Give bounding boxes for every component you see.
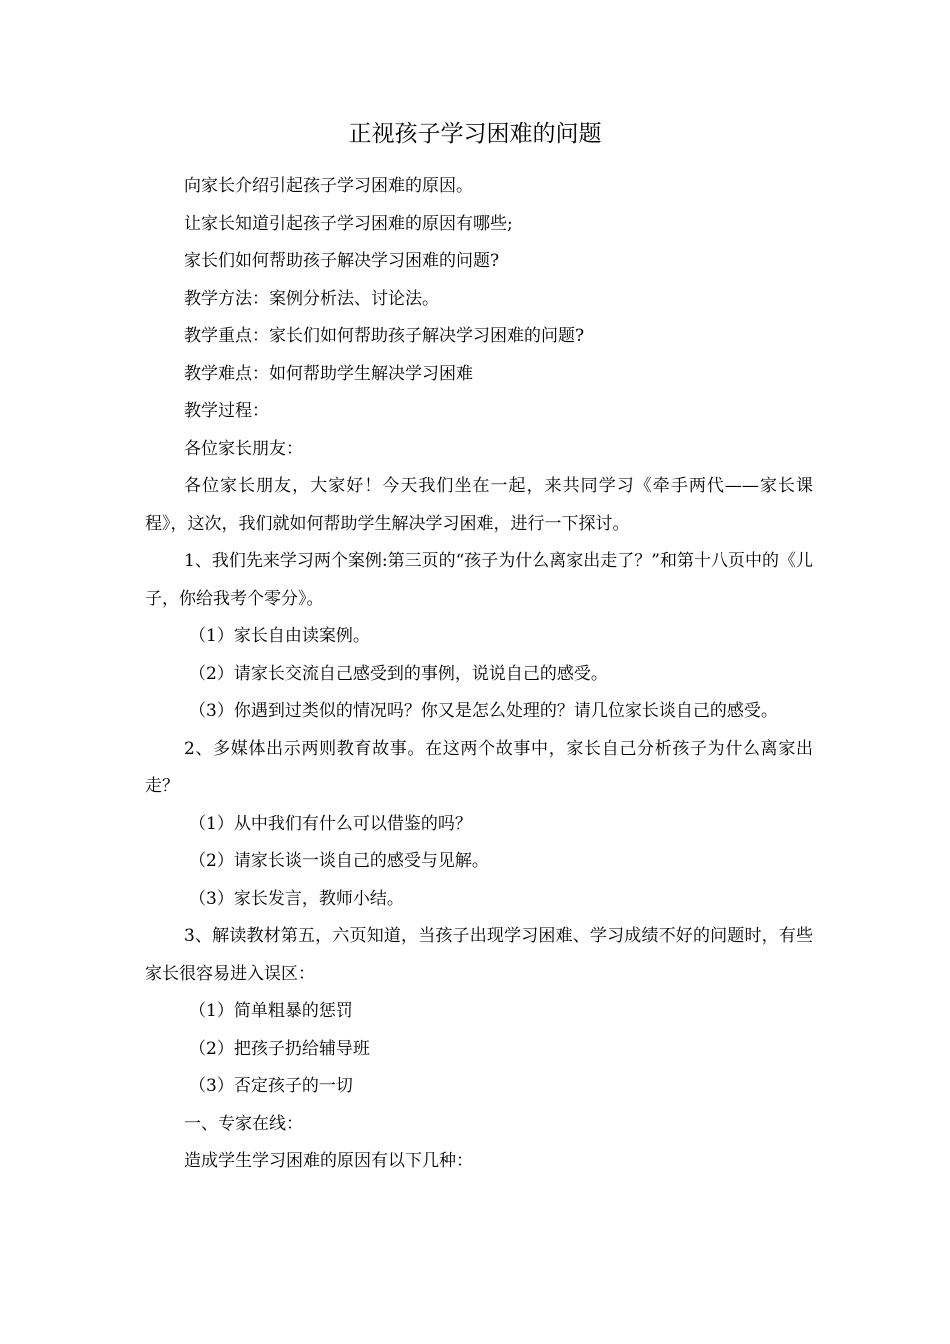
document-title: 正视孩子学习困难的问题 bbox=[348, 121, 602, 147]
paragraph-teaching-process: 教学过程： bbox=[184, 401, 269, 421]
paragraph-teaching-focus: 教学重点：家长们如何帮助孩子解决学习困难的问题? bbox=[184, 326, 585, 346]
paragraph-teaching-method: 教学方法：案例分析法、讨论法。 bbox=[184, 288, 439, 309]
paragraph-step-1-item-2: （2）请家长交流自己感受到的事例，说说自己的感受。 bbox=[189, 663, 608, 684]
paragraph-goal-causes: 让家长知道引起孩子学习困难的原因有哪些; bbox=[184, 213, 513, 234]
paragraph-intro-causes: 向家长介绍引起孩子学习困难的原因。 bbox=[184, 176, 473, 196]
paragraph-section-expert-online: 一、专家在线： bbox=[184, 1113, 303, 1134]
paragraph-causes-intro: 造成学生学习困难的原因有以下几种： bbox=[184, 1151, 473, 1171]
paragraph-step-3-item-3: （3）否定孩子的一切 bbox=[189, 1076, 353, 1096]
paragraph-step-1-item-3: （3）你遇到过类似的情况吗？你又是怎么处理的？请几位家长谈自己的感受。 bbox=[189, 701, 778, 721]
paragraph-step-2-item-2: （2）请家长谈一谈自己的感受与见解。 bbox=[189, 851, 489, 871]
paragraph-step-3: 3、解读教材第五，六页知道，当孩子出现学习困难、学习成绩不好的问题时，有些家长很容易进入误区： bbox=[145, 926, 813, 984]
paragraph-step-3-item-1: （1）简单粗暴的惩罚 bbox=[189, 1001, 353, 1021]
paragraph-greeting: 各位家长朋友： bbox=[184, 438, 303, 459]
paragraph-step-1: 1、我们先来学习两个案例:第三页的“孩子为什么离家出走了？”和第十八页中的《儿子，你给我考个零分》。 bbox=[145, 551, 813, 609]
paragraph-opening: 各位家长朋友，大家好！今天我们坐在一起，来共同学习《牵手两代——家长课程》，这次，我们就如何帮助学生解决学习困难，进行一下探讨。 bbox=[145, 476, 813, 534]
paragraph-step-3-item-2: （2）把孩子扔给辅导班 bbox=[189, 1038, 370, 1059]
document-body bbox=[145, 168, 813, 1181]
paragraph-goal-help: 家长们如何帮助孩子解决学习困难的问题? bbox=[184, 251, 500, 271]
paragraph-step-2-item-1: （1）从中我们有什么可以借鉴的吗？ bbox=[189, 813, 472, 834]
paragraph-step-2: 2、多媒体出示两则教育故事。在这两个故事中，家长自己分析孩子为什么离家出走？ bbox=[145, 738, 813, 796]
paragraph-step-2-item-3: （3）家长发言，教师小结。 bbox=[189, 888, 404, 909]
paragraph-teaching-difficulty: 教学难点：如何帮助学生解决学习困难 bbox=[184, 363, 473, 384]
paragraph-step-1-item-1: （1）家长自由读案例。 bbox=[189, 626, 370, 646]
